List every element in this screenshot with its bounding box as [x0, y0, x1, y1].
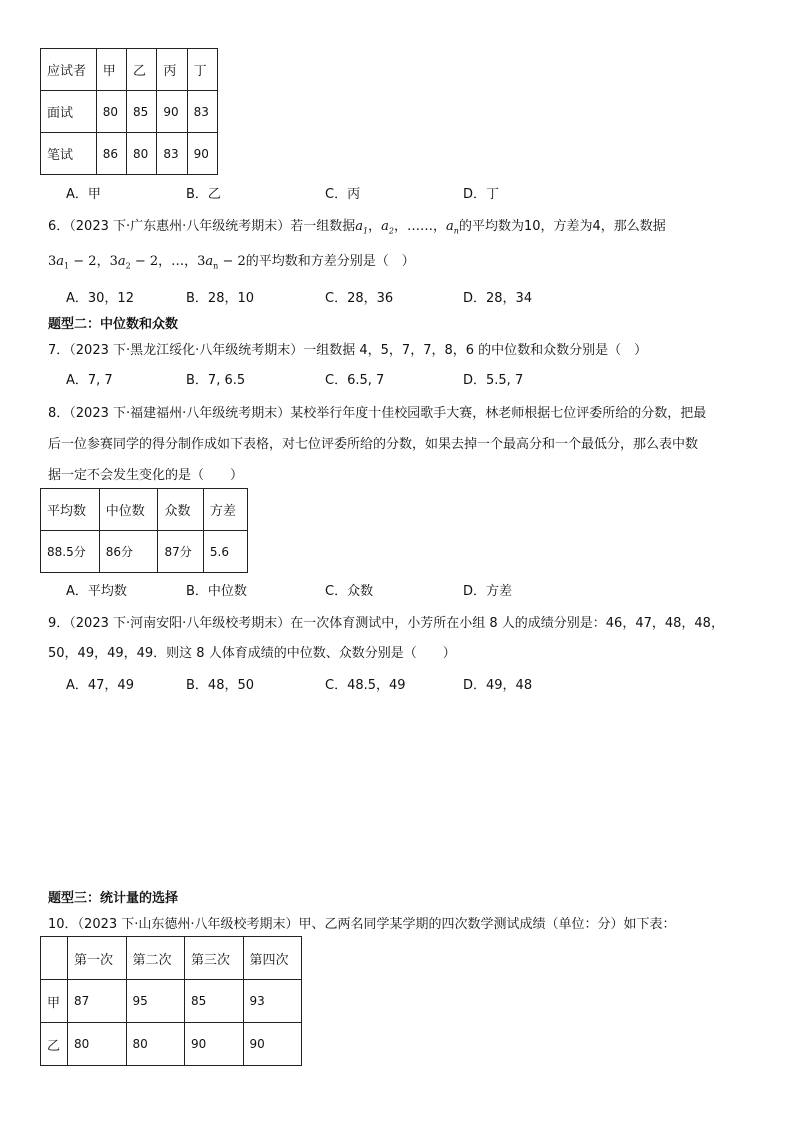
- table-row-label: 乙: [41, 1023, 68, 1066]
- q7-text: 7．（2023 下·黑龙江绥化·八年级统考期末）一组数据 4，5，7，7，8，6 的中位数和众数分别是（ ）: [48, 343, 648, 358]
- table-cell: 80: [68, 1023, 127, 1066]
- table-header-cell: 中位数: [99, 489, 158, 531]
- table-header-cell: 乙: [127, 49, 157, 91]
- table-cell: 80: [126, 1023, 185, 1066]
- table-cell: 面试: [41, 91, 97, 133]
- table-header-cell: 方差: [203, 489, 247, 531]
- table-cell: 80: [127, 133, 157, 175]
- table-cell: 80: [96, 91, 126, 133]
- option-d: D．方差: [463, 584, 513, 599]
- table-cell: 83: [157, 133, 187, 175]
- math-var-an: $a_n$: [446, 219, 459, 236]
- section-heading: 题型二：中位数和众数: [48, 317, 179, 332]
- table-header-cell: 第二次: [126, 937, 185, 980]
- option-b: B．28，10: [186, 291, 255, 306]
- table-cell: 90: [157, 91, 187, 133]
- q6-line2: [48, 250, 415, 271]
- table-cell: 90: [187, 133, 217, 175]
- option-c: C．28，36: [325, 291, 394, 306]
- q6-line1: 6．（2023 下·广东惠州·八年级统考期末）若一组数据$a_1$，$a_2$，……，$a_n$的平均数为10，方差为4，那么数据: [48, 219, 666, 236]
- option-d: D．28，34: [463, 291, 533, 306]
- option-b: B．48，50: [186, 678, 255, 693]
- option-a: A．甲: [66, 187, 101, 202]
- table-header-cell: 丙: [157, 49, 187, 91]
- table-header-cell: 第四次: [243, 937, 302, 980]
- q6-text-c: 的平均数和方差分别是（ ）: [245, 254, 415, 269]
- table-header-cell: 第一次: [68, 937, 127, 980]
- option-a: A．30，12: [66, 291, 134, 306]
- option-a: A．47，49: [66, 678, 134, 693]
- option-c: C．6.5, 7: [325, 373, 385, 388]
- table-cell: 95: [126, 980, 185, 1023]
- table-cell: 90: [185, 1023, 244, 1066]
- option-a: A．平均数: [66, 584, 127, 599]
- option-c: C．48.5，49: [325, 678, 406, 693]
- table-header-cell: 众数: [158, 489, 203, 531]
- table-cell: 90: [243, 1023, 302, 1066]
- math-var-a1: $a_1$: [355, 219, 369, 236]
- table-header-cell: 丁: [187, 49, 217, 91]
- table-row-label: 甲: [41, 980, 68, 1023]
- math-var-a2: $a_2$: [381, 219, 394, 236]
- table-cell: 83: [187, 91, 217, 133]
- table-cell: 93: [243, 980, 302, 1023]
- math-expression: $3a_1 - 2$，$3a_2 - 2$，…，$3a_n - 2$: [48, 254, 246, 271]
- table-header-cell: 第三次: [185, 937, 244, 980]
- table-cell: 85: [127, 91, 157, 133]
- table-header-cell: 甲: [96, 49, 126, 91]
- table-cell: 85: [185, 980, 244, 1023]
- option-d: D．49，48: [463, 678, 533, 693]
- table-cell: 88.5分: [41, 531, 100, 573]
- score-stats-table: [40, 488, 248, 573]
- table-cell: 87: [68, 980, 127, 1023]
- candidate-score-table: [40, 48, 218, 175]
- table-cell: 5.6: [203, 531, 247, 573]
- option-d: D．5.5, 7: [463, 373, 524, 388]
- option-b: B．7, 6.5: [186, 373, 246, 388]
- option-a: A．7, 7: [66, 373, 113, 388]
- table-cell: 87分: [158, 531, 203, 573]
- table-header-cell: 平均数: [41, 489, 100, 531]
- q6-text-b: 的平均数为10，方差为4，那么数据: [458, 219, 666, 234]
- option-c: C．众数: [325, 584, 374, 599]
- table-cell: 笔试: [41, 133, 97, 175]
- option-b: B．乙: [186, 187, 221, 202]
- table-cell: 86分: [99, 531, 158, 573]
- option-b: B．中位数: [186, 584, 247, 599]
- table-cell: 86: [96, 133, 126, 175]
- q8-line2: 后一位参赛同学的得分制作成如下表格，对七位评委所给的分数，如果去掉一个最高分和一个最低分，那么表中数: [48, 437, 699, 452]
- table-corner-cell: [41, 937, 68, 980]
- q8-line3: 据一定不会发生变化的是（ ）: [48, 468, 244, 483]
- section-heading: 题型三：统计量的选择: [48, 891, 179, 906]
- q10-text: 10．（2023 下·山东德州·八年级校考期末）甲、乙两名同学某学期的四次数学测试成绩（单位：分）如下表：: [48, 917, 676, 932]
- q9-line1: 9．（2023 下·河南安阳·八年级校考期末）在一次体育测试中，小芳所在小组 8 人的成绩分别是：46，47，48，48，: [48, 616, 724, 631]
- q8-line1: 8．（2023 下·福建福州·八年级统考期末）某校举行年度十佳校园歌手大赛，林老师根据七位评委所给的分数，把最: [48, 406, 707, 421]
- math-scores-table: [40, 936, 302, 1066]
- q9-line2: 50，49，49，49．则这 8 人体育成绩的中位数、众数分别是（ ）: [48, 646, 456, 661]
- option-c: C．丙: [325, 187, 361, 202]
- option-d: D．丁: [463, 187, 500, 202]
- q6-text-a: 6．（2023 下·广东惠州·八年级统考期末）若一组数据: [48, 219, 356, 234]
- table-header-cell: 应试者: [41, 49, 97, 91]
